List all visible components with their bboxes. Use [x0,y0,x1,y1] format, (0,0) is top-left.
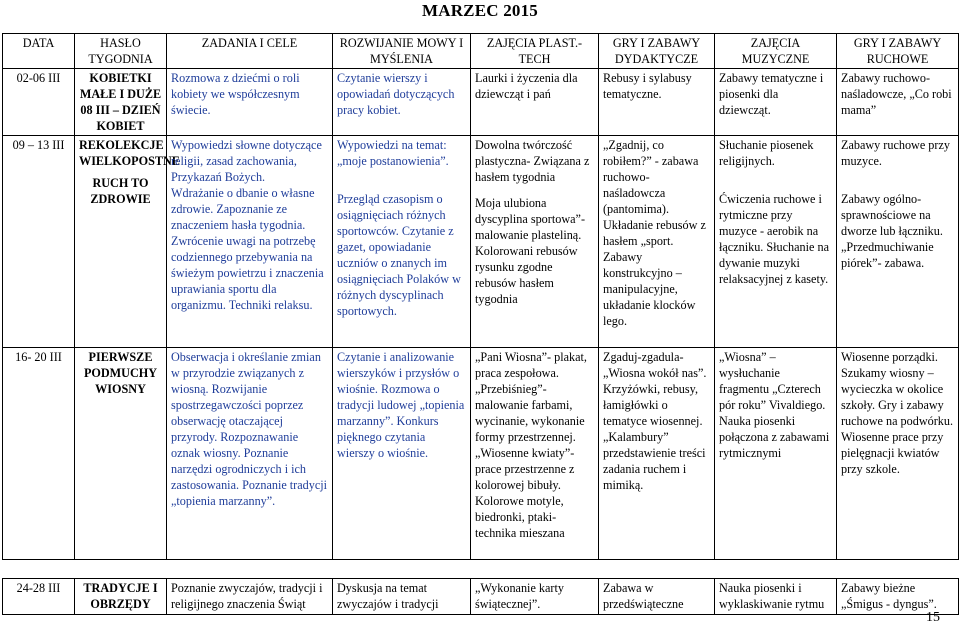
week-tasks [167,69,333,136]
music-text: Słuchanie piosenek religijnych. [719,138,814,168]
week-music [715,136,837,348]
week-music: Zabawy tematyczne i piosenki dla dziewcząt. [715,69,837,136]
movement-text: Zabawy ogólno-sprawnościowe na dworze lub łączniku. „Przedmuchiwanie piórek”- zabawa. [841,192,943,270]
week-didactic: Zgaduj-zgadula- „Wiosna wokół nas”. Krzyżówki, rebusy, łamigłówki o tematyce wiosennej. „Kalambury” przedstawienie treści zadania ruchem i mimiką. [599,348,715,560]
header-art: ZAJĘCIA PLAST.- TECH [471,34,599,69]
week-didactic: Zabawa w przedświąteczne [599,579,715,615]
week-theme [75,136,180,348]
week-tasks [167,348,333,560]
week-art [471,136,599,348]
art-text: Dowolna twórczość plastyczna- Związana z hasłem tygodnia [475,138,590,184]
week-theme: KOBIETKI MAŁE I DUŻE 08 III – DZIEŃ KOBIET [75,69,167,136]
header-tasks: ZADANIA I CELE [167,34,333,69]
speech-text: Czytanie wierszy i opowiadań dotyczących pracy kobiet. [337,71,455,117]
theme-line: REKOLEKCJE WIELKOPOSTNE [79,138,180,168]
tasks-text: Wypowiedzi słowne dotyczące religii, zasad zachowania, Przykazań Bożych. [171,138,322,184]
tasks-text: Obserwacja i określanie zmian w przyrodzie związanych z wiosną. Rozwijanie spostrzegawczości poprzez obserwację otaczającej przyrody. Rozpoznawanie oznak wiosny. Poznanie narzędzi ogrodniczych i ich zastosowania. Poznanie tradycji „topienia marzanny”. [171,350,328,508]
art-text: Moja ulubiona dyscyplina sportowa”- malowanie plasteliną. Kolorowani rebusów rysunku zgodne rebusów hasłem tygodnia [475,196,585,306]
week-date: 09 – 13 III [3,136,75,348]
page-title: MARZEC 2015 [421,1,538,20]
week-art: Laurki i życzenia dla dziewcząt i pań [471,69,599,136]
table-row [3,348,959,560]
tasks-text: Rozmowa z dziećmi o roli kobiety we współczesnym świecie. [171,71,300,117]
week-theme: TRADYCJE I OBRZĘDY [75,579,167,615]
header-date: DATA [3,34,75,69]
tasks-text: Wdrażanie o dbanie o własne zdrowie. Zapoznanie ze znaczeniem hasła tygodnia. Zwrócenie uwagi na potrzebę codziennego przebywania na świeżym powietrzu i znaczenia uprawiania sportu dla organizmu. Techniki relaksu. [171,186,324,312]
header-row [3,34,959,69]
table-row [3,136,959,348]
week-tasks: Poznanie zwyczajów, tradycji i religijnego znaczenia Świąt [167,579,333,615]
plan-table [2,33,959,615]
header-didactic: GRY I ZABAWY DYDAKTYCZE [599,34,715,69]
week-date: 16- 20 III [3,348,75,560]
speech-text: Czytanie i analizowanie wierszyków i przysłów o wiośnie. Rozmowa o tradycji ludowej „topienia marzanny”. Konkurs pięknego czytania wierszy o wiośnie. [337,350,465,460]
week-movement: Zabawy ruchowo-naśladowcze, „Co robi mama” [837,69,959,136]
speech-text: Przegląd czasopism o osiągnięciach różnych sportowców. Czytanie z gazet, opowiadanie uczniów o znanych im osiągnięciach Polaków w różnych dyscyplinach sportowych. [337,192,461,318]
week-didactic: Rebusy i sylabusy tematyczne. [599,69,715,136]
week-didactic: „Zgadnij, co robiłem?” - zabawa ruchowo-naśladowcza (pantomima). Układanie rebusów z hasłem „sport. Zabawy konstrukcyjno – manipulacyjne, układanie klocków lego. [599,136,715,348]
week-movement: Zabawy bieżne „Śmigus - dyngus”. [837,579,959,615]
week-theme: PIERWSZE PODMUCHY WIOSNY [75,348,167,560]
page-number: 15 [926,610,940,625]
week-tasks [167,136,333,348]
header-music: ZAJĘCIA MUZYCZNE [715,34,837,69]
week-movement [837,136,959,348]
week-music: „Wiosna” – wysłuchanie fragmentu „Czterech pór roku” Vivaldiego. Nauka piosenki połączona z zabawami rytmicznymi [715,348,837,560]
music-text: Ćwiczenia ruchowe i rytmiczne przy muzyce - aerobik na łączniku. Słuchanie na dywanie muzyki relaksacyjnej z kasety. [719,192,829,286]
table-row [3,69,959,136]
speech-text: Wypowiedzi na temat: „moje postanowienia”. [337,138,449,168]
theme-line: RUCH TO ZDROWIE [90,176,151,206]
week-speech: Dyskusja na temat zwyczajów i tradycji [333,579,471,615]
week-date: 24-28 III [3,579,75,615]
spacer-row [3,560,959,579]
week-speech [333,136,471,348]
week-speech [333,348,471,560]
week-date: 02-06 III [3,69,75,136]
week-art: „Wykonanie karty świątecznej”. [471,579,599,615]
week-music: Nauka piosenki i wyklaskiwanie rytmu [715,579,837,615]
header-movement: GRY I ZABAWY RUCHOWE [837,34,959,69]
header-speech: ROZWIJANIE MOWY I MYŚLENIA [333,34,471,69]
table-row [3,579,959,615]
header-theme: HASŁO TYGODNIA [75,34,167,69]
week-movement: Wiosenne porządki. Szukamy wiosny – wycieczka w okolice szkoły. Gry i zabawy ruchowe na podwórku. Wiosenne prace przy pielęgnacji kwiatów przy szkole. [837,348,959,560]
week-speech [333,69,471,136]
week-art: „Pani Wiosna”- plakat, praca zespołowa. „Przebiśnieg”- malowanie farbami, wycinanie, wykonanie formy przestrzennej. „Wiosenne kwiaty”- prace przestrzenne z kolorowej bibuły. Kolorowe motyle, biedronki, ptaki- technika mieszana [471,348,599,560]
movement-text: Zabawy ruchowe przy muzyce. [841,138,950,168]
